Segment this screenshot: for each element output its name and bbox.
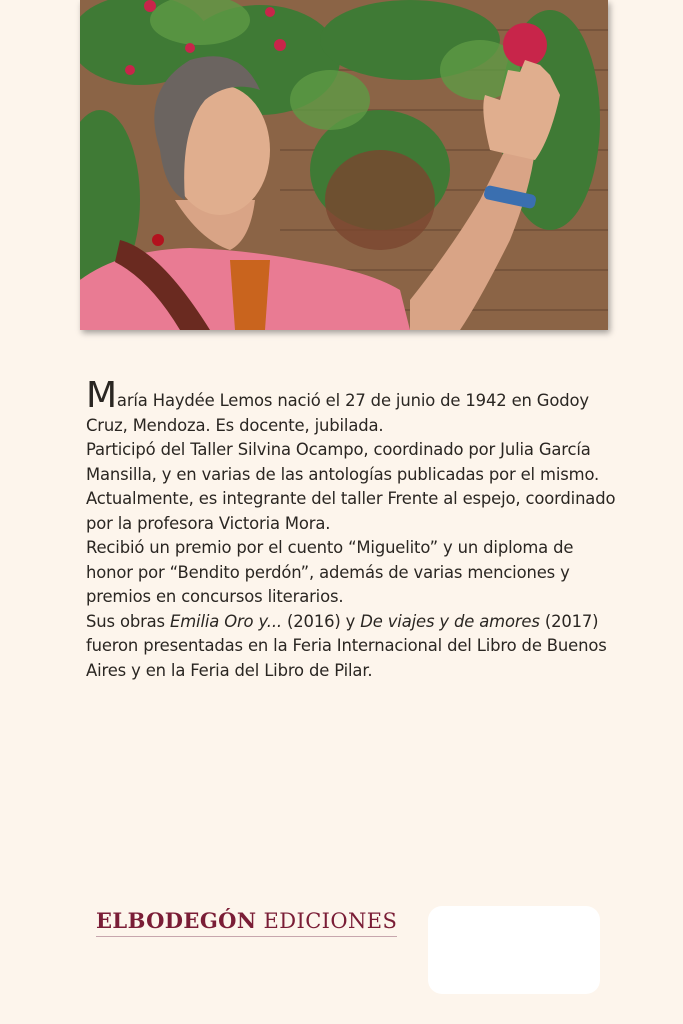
bio-paragraph-1	[86, 375, 616, 438]
bio-paragraph-4	[86, 610, 616, 684]
author-biography	[86, 375, 616, 683]
drop-cap: M	[86, 375, 117, 416]
bio-p4-b: (2016) y	[281, 611, 361, 631]
book-title-emilia-oro: Emilia Oro y...	[170, 611, 282, 631]
author-photo	[80, 0, 608, 330]
bio-p4-a: Sus obras	[86, 611, 171, 631]
publisher-name-part1: ELBODEGÓN	[96, 908, 257, 933]
bio-paragraph-1-text: aría Haydée Lemos nació el 27 de junio de 1942 en Godoy Cruz, Mendoza. Es docente, jubilada.	[86, 391, 589, 435]
barcode-area	[428, 906, 600, 994]
book-title-de-viajes: De viajes y de amores	[360, 611, 540, 631]
bio-p4-c: (2017) fueron presentadas en la Feria Internacional del Libro de Buenos Aires y en la Feria del Libro de Pilar.	[86, 611, 607, 680]
publisher-name-part2: EDICIONES	[256, 909, 398, 933]
bio-paragraph-2: Participó del Taller Silvina Ocampo, coordinado por Julia García Mansilla, y en varias de las antologías publicadas por el mismo. Actualmente, es integrante del taller Frente al espejo, coordinado por la profesora Victoria Mora.	[86, 440, 616, 533]
bio-paragraph-3: Recibió un premio por el cuento “Miguelito” y un diploma de honor por “Bendito perdón”, además de varias menciones y premios en concursos literarios.	[86, 538, 574, 606]
publisher-logo	[96, 908, 397, 937]
